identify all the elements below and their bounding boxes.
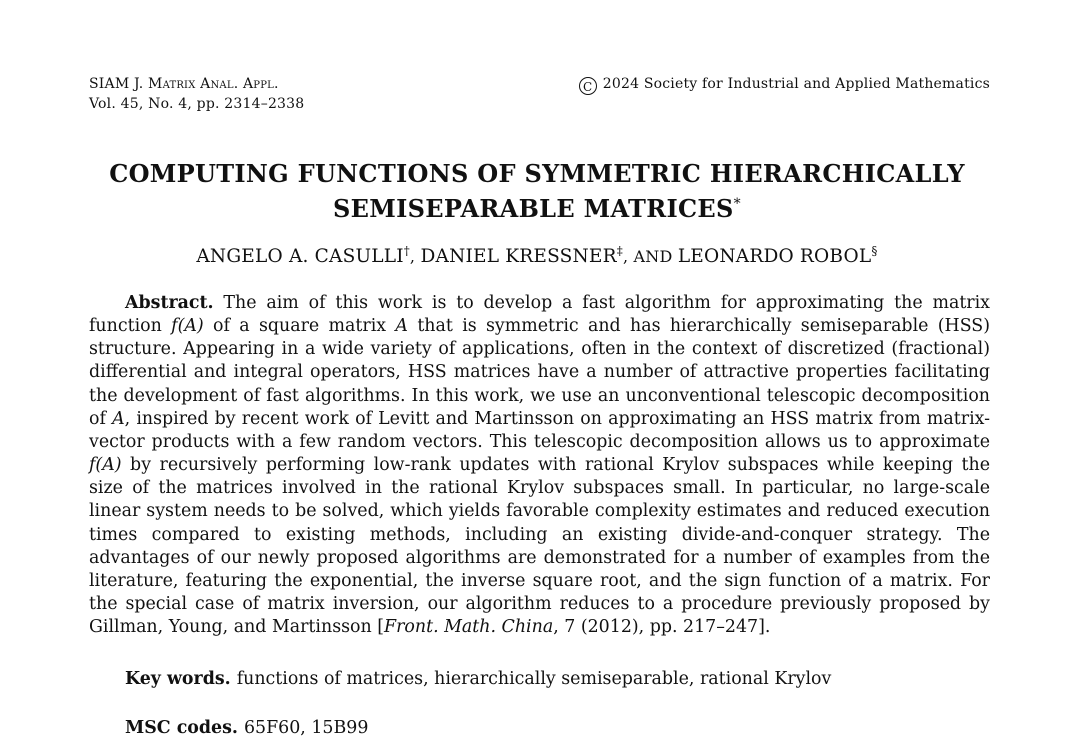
msc-text: 65F60, 15B99 bbox=[243, 718, 369, 738]
msc-label: MSC codes. bbox=[125, 718, 238, 738]
journal-volume: Vol. 45, No. 4, pp. 2314–2338 bbox=[89, 96, 305, 112]
journal-info bbox=[89, 74, 304, 114]
title-line-2 bbox=[0, 189, 1074, 224]
author-2: DANIEL KRESSNER bbox=[420, 246, 617, 268]
author-2-mark: ‡ bbox=[616, 244, 623, 258]
author-separator-1: , bbox=[409, 247, 421, 267]
copyright-notice bbox=[579, 74, 990, 95]
math-fA: f(A) bbox=[89, 455, 122, 476]
math-A: A bbox=[112, 408, 125, 429]
author-3-mark: § bbox=[871, 244, 878, 258]
keywords-label: Key words. bbox=[125, 669, 231, 689]
citation-details: , 7 (2012), pp. 217–247]. bbox=[553, 617, 771, 638]
author-3: LEONARDO ROBOL bbox=[677, 246, 872, 268]
paper-title bbox=[0, 159, 1074, 224]
copyright-icon: C bbox=[579, 77, 597, 95]
math-fA: f(A) bbox=[171, 316, 204, 337]
keywords-text: functions of matrices, hierarchically semiseparable, rational Krylov bbox=[236, 669, 832, 689]
author-1: ANGELO A. CASULLI bbox=[196, 246, 404, 268]
title-line-1: COMPUTING FUNCTIONS OF SYMMETRIC HIERARCHICALLY bbox=[109, 159, 965, 188]
abstract-text-2: of a square matrix bbox=[203, 316, 396, 337]
msc-codes bbox=[125, 716, 368, 740]
title-line-2-text: SEMISEPARABLE MATRICES bbox=[333, 194, 734, 223]
copyright-text: 2024 Society for Industrial and Applied Mathematics bbox=[602, 76, 990, 92]
abstract-text-4: , inspired by recent work of Levitt and Martinsson on approximating an HSS matrix from matrix-vector products with a few random vectors. This telescopic decomposition allows us to approximate bbox=[89, 408, 991, 452]
abstract-text-3: that is symmetric and has hierarchically semiseparable (HSS) structure. Appearing in a wide variety of applications, often in the context of discretized (fractional) differential and integral operators, HSS matrices have a number of attractive properties facilitating the development of fast algorithms. In this work, we use an unconventional telescopic decomposition of bbox=[89, 316, 991, 429]
abstract-text-1: The aim of this work is to develop a fast algorithm for approximating the matrix function bbox=[89, 293, 990, 337]
author-separator-2: , AND bbox=[622, 247, 678, 267]
title-footnote-mark: * bbox=[733, 196, 741, 212]
abstract-label: Abstract. bbox=[125, 293, 214, 313]
keywords bbox=[125, 667, 831, 691]
journal-name: SIAM J. Matrix Anal. Appl. bbox=[89, 76, 279, 92]
abstract-text-5: by recursively performing low-rank updates with rational Krylov subspaces while keeping the size of the matrices involved in the rational Krylov subspaces small. In particular, no large-scale linear system needs to be solved, which yields favorable complexity estimates and reduced execution times compared to existing methods, including an existing divide-and-conquer strategy. The advantages of our newly proposed algorithms are demonstrated for a number of examples from the literature, featuring the exponential, the inverse square root, and the sign function of a matrix. For the special case of matrix inversion, our algorithm reduces to a procedure previously proposed by Gillman, Young, and Martinsson [ bbox=[89, 455, 990, 638]
abstract bbox=[89, 292, 990, 639]
author-1-mark: † bbox=[403, 244, 410, 258]
math-A: A bbox=[395, 316, 408, 337]
author-list bbox=[0, 239, 1074, 269]
citation-journal: Front. Math. China bbox=[384, 617, 554, 638]
